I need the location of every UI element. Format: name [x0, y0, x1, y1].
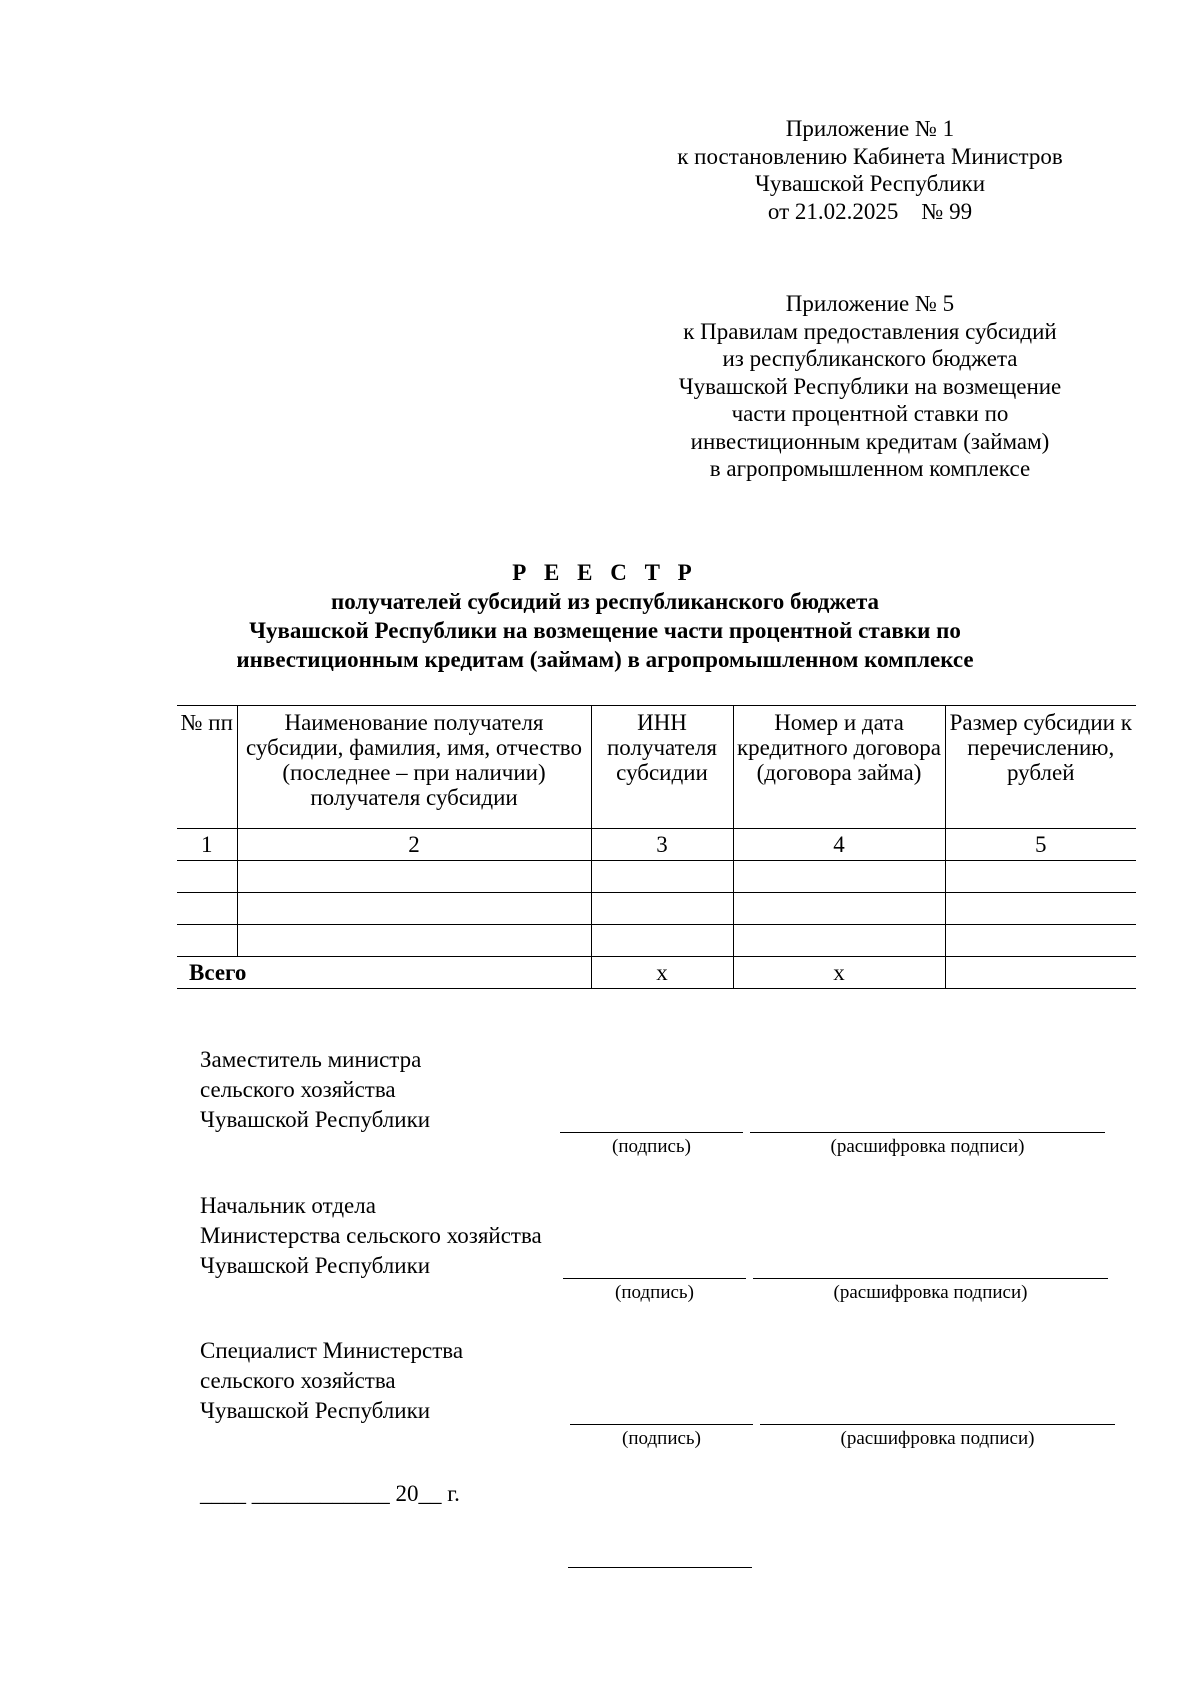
appendix-5-line: к Правилам предоставления субсидий [683, 318, 1057, 344]
signature-caption: (подпись) [622, 1428, 701, 1449]
signature-decode-caption: (расшифровка подписи) [833, 1282, 1028, 1303]
header-inn: ИНН получателя субсидии [591, 706, 733, 829]
signature-position-line: Чувашской Республики [200, 1398, 431, 1423]
column-number: 5 [945, 829, 1136, 861]
total-contract-cell: х [733, 957, 945, 989]
appendix-5-line: инвестиционным кредитам (займам) [690, 428, 1050, 454]
table-cell [591, 861, 733, 893]
table-cell [945, 861, 1136, 893]
total-amount-cell [945, 957, 1136, 989]
registry-table [177, 705, 1136, 989]
signature-caption: (подпись) [615, 1282, 694, 1303]
signature-block-department-head [200, 1191, 542, 1281]
table-cell [177, 925, 237, 957]
registry-subtitle-line: получателей субсидий из республиканского бюджета [330, 589, 880, 614]
table-row [177, 925, 1136, 957]
appendix-5-line: в агропромышленном комплексе [709, 456, 1031, 481]
appendix-1-line: Чувашской Республики [754, 171, 986, 196]
header-number: № пп [177, 706, 237, 829]
signature-block-specialist [200, 1336, 463, 1426]
table-cell [945, 925, 1136, 957]
signature-position-line: Чувашской Республики [200, 1107, 431, 1132]
signature-position-line: Начальник отдела [200, 1193, 376, 1218]
column-number-row [177, 829, 1136, 861]
table-cell [237, 893, 591, 925]
signature-decode-line [753, 1278, 1108, 1279]
signature-position-line: Заместитель министра [200, 1047, 422, 1072]
table-cell [945, 893, 1136, 925]
table-row [177, 861, 1136, 893]
appendix-1-line: Приложение № 1 [785, 116, 955, 141]
table-cell [237, 861, 591, 893]
total-inn-cell: х [591, 957, 733, 989]
appendix-1-line: от 21.02.2025 № 99 [767, 198, 973, 224]
total-label: Всего [177, 957, 591, 989]
appendix-5-line: части процентной ставки по [731, 401, 1009, 426]
header-contract: Номер и дата кредитного договора (договора займа) [733, 706, 945, 829]
table-cell [591, 893, 733, 925]
appendix-1-block [620, 115, 1120, 225]
column-number: 4 [733, 829, 945, 861]
column-number: 1 [177, 829, 237, 861]
table-cell [733, 861, 945, 893]
signature-position-line: сельского хозяйства [200, 1077, 396, 1102]
column-number: 3 [591, 829, 733, 861]
table-cell [591, 925, 733, 957]
header-recipient-name: Наименование получателя субсидии, фамилия, имя, отчество (последнее – при наличии) получателя субсидии [237, 706, 591, 829]
appendix-1-line: к постановлению Кабинета Министров [677, 143, 1063, 169]
signature-caption: (подпись) [612, 1136, 691, 1157]
registry-subtitle-line: инвестиционным кредитам (займам) в агропромышленном комплексе [236, 647, 974, 672]
signature-position-line: Чувашской Республики [200, 1253, 431, 1278]
registry-title [180, 558, 1030, 674]
column-number: 2 [237, 829, 591, 861]
appendix-5-line: из республиканского бюджета [722, 346, 1018, 371]
signature-line [563, 1278, 746, 1279]
table-cell [733, 893, 945, 925]
signature-position-line: сельского хозяйства [200, 1368, 396, 1393]
table-header-row [177, 706, 1136, 829]
signature-position-line: Министерства сельского хозяйства [200, 1223, 542, 1248]
signature-position-line: Специалист Министерства [200, 1338, 464, 1363]
table-cell [733, 925, 945, 957]
appendix-5-line: Чувашской Республики на возмещение [678, 373, 1062, 399]
table-cell [177, 893, 237, 925]
registry-heading: Р Е Е С Т Р [512, 560, 698, 585]
signature-decode-caption: (расшифровка подписи) [840, 1428, 1035, 1449]
total-row [177, 957, 1136, 989]
signature-decode-caption: (расшифровка подписи) [830, 1136, 1025, 1157]
table-cell [237, 925, 591, 957]
signature-block-deputy-minister [200, 1045, 430, 1135]
signature-line [560, 1132, 743, 1133]
registry-subtitle-line: Чувашской Республики на возмещение части процентной ставки по [249, 618, 961, 643]
header-subsidy-amount: Размер субсидии к перечислению, рублей [945, 706, 1136, 829]
table-cell [177, 861, 237, 893]
date-line: ____ ____________ 20__ г. [200, 1481, 460, 1506]
appendix-5-block [620, 290, 1120, 483]
signature-line [570, 1424, 753, 1425]
appendix-5-line: Приложение № 5 [785, 291, 955, 316]
signature-decode-line [760, 1424, 1115, 1425]
table-row [177, 893, 1136, 925]
bottom-separator-line [568, 1567, 752, 1568]
signature-decode-line [750, 1132, 1105, 1133]
